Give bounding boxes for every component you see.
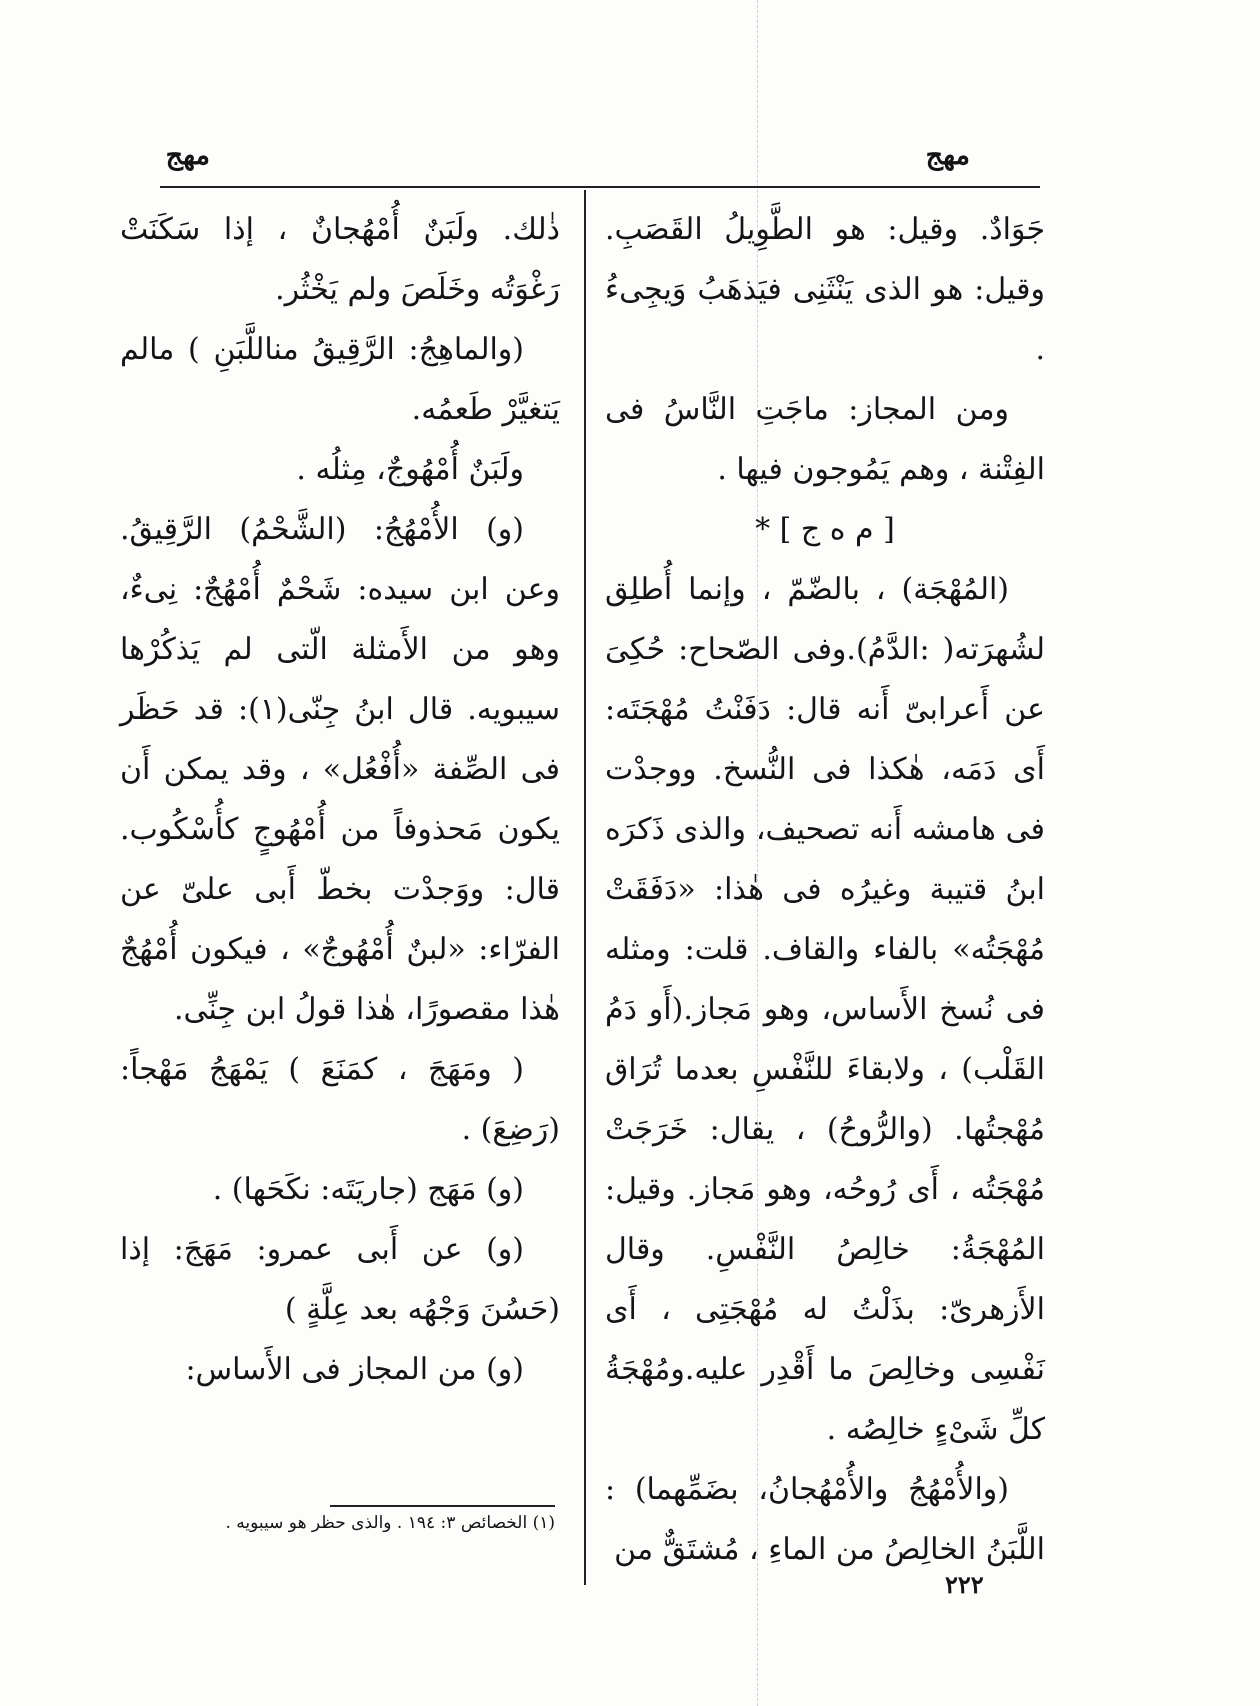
- paragraph: ( ومَهَجَ ، كمَنَعَ ) يَمْهَجُ مَهْجاً: (رَضِعَ) .: [120, 1052, 560, 1147]
- footnote: (١) الخصائص ٣: ١٩٤ . والذى حظر هو سيبويه .: [225, 1513, 555, 1533]
- footnote-rule: [330, 1505, 555, 1507]
- entry-heading: [ م ه ج ] *: [755, 512, 895, 547]
- header-word-right: مهج: [925, 140, 970, 171]
- paragraph: ذٰلك. ولَبَنٌ أُمْهُجانٌ ، إذا سَكَنَتْ رَغْوَتُه وخَلَصَ ولم يَخْثُر.: [120, 212, 560, 307]
- right-column: [605, 200, 1045, 1580]
- page-number: ٢٢٢: [945, 1570, 984, 1599]
- paragraph: (المُهْجَة) ، بالضّمّ ، وإنما أُطلِق لشُهرَته( :الدَّمُ).وفى الصّحاح: حُكِىَ عن أَعرابىّ أَنه قال: دَفَنْتُ مُهْجَتَه: أَى دَمَه، هٰكذا فى النُّسخ. ووجدْت فى هامشه أَنه تصحيف، والذى ذَكرَه ابنُ قتيبة وغيرُه فى هٰذا: «دَفَقَتْ مُهْجَتُه» بالفاء والقاف. قلت: ومثله فى نُسخ الأَساس، وهو مَجاز.(أَو دَمُ القَلْب) ، ولابقاءَ للنَّفْسِ بعدما تُرَاق مُهْجتُها. (والرُّوحُ) ، يقال: خَرَجَتْ مُهْجَتُه ، أَى رُوحُه، وهو مَجاز. وقيل: المُهْجَةُ: خالِصُ النَّفْسِ. وقال الأَزهرىّ: بذَلْتُ له مُهْجَتِى ، أَى نَفْسِى وخالِصَ ما أَقْدِر عليه.ومُهْجَةُ كلِّ شَىْءٍ خالِصُه .: [605, 572, 1045, 1447]
- header-word-left: مهج: [165, 140, 210, 171]
- left-column: [120, 200, 560, 1400]
- paragraph: (والأُمْهُجُ والأُمْهُجانُ، بضَمِّهما) : اللَّبَنُ الخالِصُ من الماءِ ، مُشتَقٌّ من: [605, 1472, 1045, 1567]
- paragraph: ومن المجاز: ماجَتِ النَّاسُ فى الفِتْنة ، وهم يَمُوجون فيها .: [605, 392, 1045, 487]
- paragraph: جَوَادٌ. وقيل: هو الطَّوِيلُ القَصَبِ. وقيل: هو الذى يَنْثَنِى فيَذهَبُ وَيجِىءُ .: [605, 212, 1045, 367]
- header-rule: [160, 186, 1040, 188]
- paragraph: (و) عن أَبى عمرو: مَهَجَ: إذا (حَسُنَ وَجْهُه بعد عِلَّةٍ ): [120, 1232, 560, 1327]
- paragraph: (و) مَهَج (جاريَتَه: نكَحَها) .: [212, 1172, 524, 1207]
- paragraph: ولَبَنٌ أُمْهُوجٌ، مِثلُه .: [296, 452, 524, 487]
- paragraph: (و) الأُمْهُجُ: (الشَّحْمُ) الرَّقِيقُ. وعن ابن سيده: شَحْمٌ أُمْهُجٌ: نِىءٌ، وهو من الأَمثلة الّتى لم يَذكُرْها سيبويه. قال ابنُ جِنّى(١): قد حَظَر فى الصِّفة «أُفْعُل» ، وقد يمكن أَن يكون مَحذوفاً من أُمْهُوجٍ كأُسْكُوب. قال: ووَجدْت بخطّ أَبى علىّ عن الفرّاء: «لبنٌ أُمْهُوجٌ» ، فيكون أُمْهُجٌ هٰذا مقصورًا، هٰذا قولُ ابن جِنِّى.: [120, 512, 560, 1027]
- column-divider: [584, 190, 586, 1585]
- paragraph: (و) من المجاز فى الأَساس:: [185, 1352, 524, 1387]
- paragraph: (والماهِجُ: الرَّقِيقُ مناللَّبَنِ ) مالم يَتغيَّرْ طَعمُه.: [120, 332, 560, 427]
